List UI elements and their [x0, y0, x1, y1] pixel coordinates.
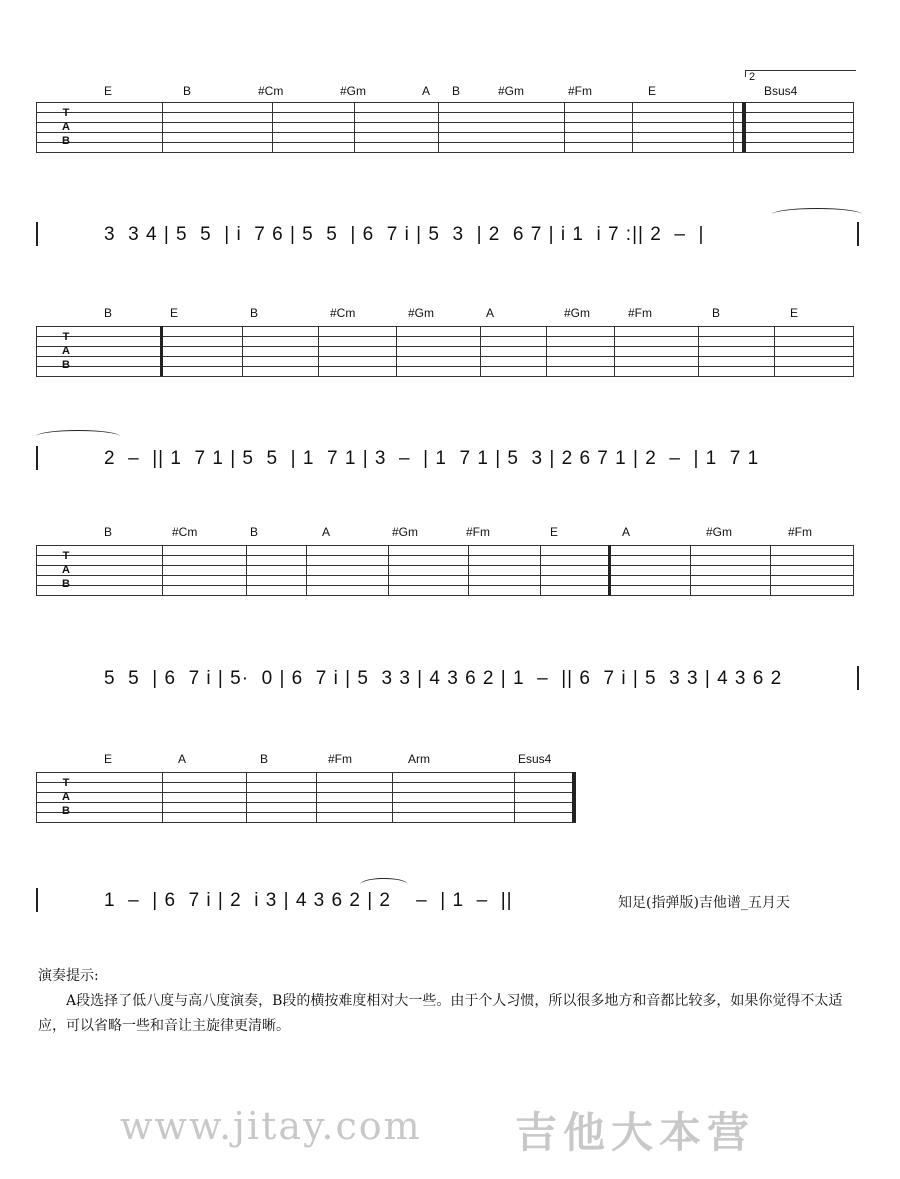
chord-label: Arm — [408, 752, 430, 766]
chord-label: #Gm — [392, 525, 419, 539]
chord-label: B — [104, 525, 113, 539]
chord-label: #Gm — [408, 306, 435, 320]
chord-label: A — [322, 525, 331, 539]
chord-label: E — [648, 84, 657, 98]
chord-label: #Gm — [340, 84, 367, 98]
chord-label: B — [260, 752, 269, 766]
chord-label: #Fm — [328, 752, 352, 766]
chord-label: Bsus4 — [764, 84, 798, 98]
jianpu-line: 3 3 4 | 5 5 | i 7 6 | 5 5 | 6 7 i | 5 3 | 2 6 7 | i 1 i 7 :|| 2 – | — [104, 224, 705, 245]
tips-body: A段选择了低八度与高八度演奏，B段的横按难度相对大一些。由于个人习惯，所以很多地方和音都比较多，如果你觉得不太适应，可以省略一些和音让主旋律更清晰。 — [38, 993, 843, 1034]
chord-label: B — [250, 525, 259, 539]
watermark-name: 吉他大本营 — [515, 1108, 756, 1157]
chord-label: A — [178, 752, 187, 766]
chord-label: #Fm — [788, 525, 812, 539]
chord-label: #Gm — [564, 306, 591, 320]
chord-label: E — [550, 525, 559, 539]
chord-label: E — [790, 306, 799, 320]
tab-staff — [36, 102, 854, 152]
chord-label: #Fm — [628, 306, 652, 320]
chord-label: E — [104, 752, 113, 766]
jianpu-line: 5 5 | 6 7 i | 5· 0 | 6 7 i | 5 3 3 | 4 3 6 2 | 1 – || 6 7 i | 5 3 3 | 4 3 6 2 — [104, 668, 783, 689]
tab-clef: T A B — [62, 107, 70, 147]
chord-label: Esus4 — [518, 752, 552, 766]
chord-label: #Cm — [258, 84, 284, 98]
chord-label: #Fm — [466, 525, 490, 539]
tab-staff: T A B — [36, 772, 576, 822]
tips-heading: 演奏提示: — [38, 968, 99, 984]
jianpu-line: 1 – | 6 7 i | 2 i 3 | 4 3 6 2 | 2 – | 1 – || — [104, 890, 513, 911]
chord-label: #Fm — [568, 84, 592, 98]
chord-label: E — [104, 84, 113, 98]
tab-staff: T A B — [36, 545, 854, 595]
chord-label: A — [622, 525, 631, 539]
volta-2: 2 — [745, 70, 856, 77]
song-credit: 知足(指弹版)吉他谱_五月天 — [618, 895, 790, 911]
chord-label: B — [452, 84, 461, 98]
performance-tips — [38, 964, 868, 1039]
tab-staff: T A B — [36, 326, 854, 376]
chord-label: B — [712, 306, 721, 320]
slur — [772, 208, 862, 221]
chord-label: E — [170, 306, 179, 320]
chord-label: B — [250, 306, 259, 320]
chord-label: A — [486, 306, 495, 320]
chord-label: #Gm — [706, 525, 733, 539]
chord-label: A — [422, 84, 431, 98]
chord-label: #Cm — [172, 525, 198, 539]
chord-label: #Cm — [330, 306, 356, 320]
watermark-url: www.jitay.com — [120, 1104, 422, 1148]
chord-label: B — [104, 306, 113, 320]
chord-label: B — [183, 84, 192, 98]
chord-label: #Gm — [498, 84, 525, 98]
jianpu-line: 2 – || 1 7 1 | 5 5 | 1 7 1 | 3 – | 1 7 1 | 5 3 | 2 6 7 1 | 2 – | 1 7 1 — [104, 448, 760, 469]
